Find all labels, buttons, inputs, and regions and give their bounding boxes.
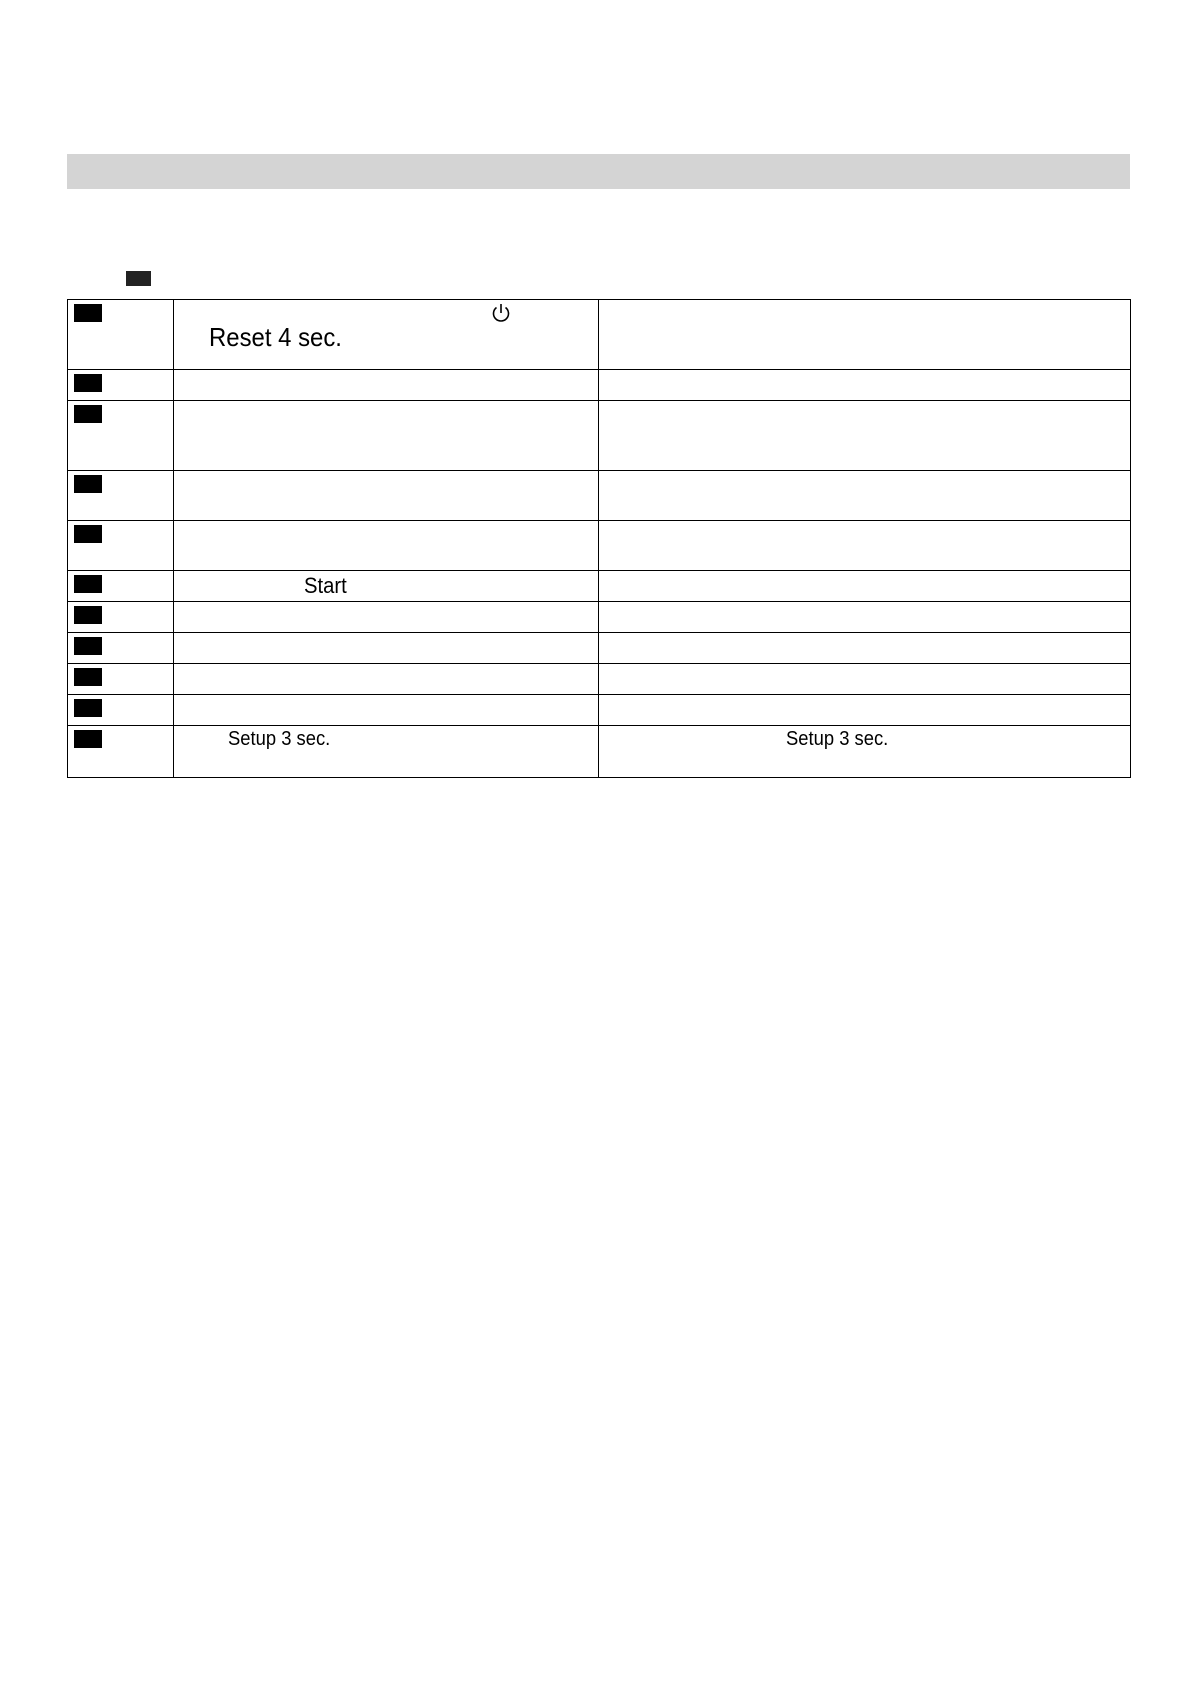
cause-cell	[174, 664, 599, 695]
legend-swatch	[126, 271, 151, 286]
code-block	[74, 374, 102, 392]
remedy-cell	[599, 602, 1131, 633]
code-cell	[68, 300, 174, 370]
table-row	[68, 571, 1131, 602]
code-cell	[68, 602, 174, 633]
table-row	[68, 726, 1131, 778]
cause-cell	[174, 471, 599, 521]
code-block	[74, 575, 102, 593]
remedy-cell	[599, 695, 1131, 726]
table-row	[68, 300, 1131, 370]
code-cell	[68, 633, 174, 664]
table-row	[68, 664, 1131, 695]
section-header-bar	[67, 154, 1130, 189]
reset-label: Reset 4 sec.	[209, 322, 342, 352]
code-cell	[68, 571, 174, 602]
remedy-cell	[599, 300, 1131, 370]
remedy-cell	[599, 726, 1131, 778]
code-block	[74, 668, 102, 686]
setup-label: Setup 3 sec.	[228, 728, 331, 750]
table-row	[68, 633, 1131, 664]
cause-cell	[174, 602, 599, 633]
remedy-cell	[599, 633, 1131, 664]
remedy-cell	[599, 664, 1131, 695]
code-block	[74, 699, 102, 717]
table-row	[68, 370, 1131, 401]
table-row	[68, 602, 1131, 633]
code-block	[74, 525, 102, 543]
remedy-cell	[599, 401, 1131, 471]
code-block	[74, 730, 102, 748]
power-icon	[490, 302, 512, 324]
table-row	[68, 401, 1131, 471]
remedy-cell	[599, 370, 1131, 401]
cause-cell	[174, 370, 599, 401]
cause-cell	[174, 633, 599, 664]
remedy-cell	[599, 571, 1131, 602]
code-block	[74, 405, 102, 423]
code-cell	[68, 471, 174, 521]
setup-label: Setup 3 sec.	[786, 728, 889, 750]
code-cell	[68, 726, 174, 778]
code-block	[74, 304, 102, 322]
remedy-cell	[599, 471, 1131, 521]
cause-cell	[174, 521, 599, 571]
code-block	[74, 637, 102, 655]
cause-cell	[174, 695, 599, 726]
start-label: Start	[304, 573, 347, 598]
code-cell	[68, 521, 174, 571]
code-block	[74, 475, 102, 493]
cause-cell	[174, 571, 599, 602]
table-row	[68, 695, 1131, 726]
fault-table	[67, 299, 1131, 778]
code-cell	[68, 370, 174, 401]
remedy-cell	[599, 521, 1131, 571]
table-row	[68, 471, 1131, 521]
code-cell	[68, 695, 174, 726]
cause-cell	[174, 726, 599, 778]
code-cell	[68, 401, 174, 471]
code-cell	[68, 664, 174, 695]
table-row	[68, 521, 1131, 571]
cause-cell	[174, 401, 599, 471]
cause-cell	[174, 300, 599, 370]
code-block	[74, 606, 102, 624]
